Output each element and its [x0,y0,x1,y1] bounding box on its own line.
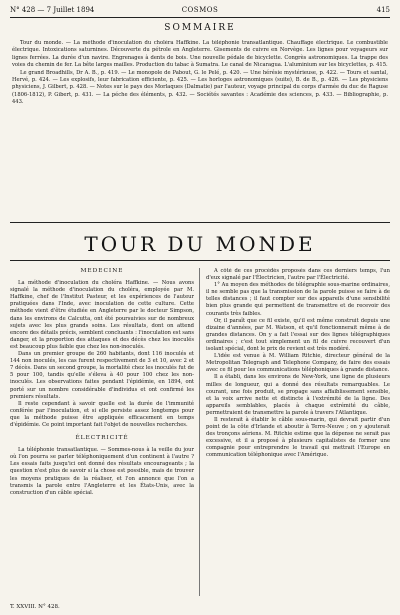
journal-name: COSMOS [181,6,219,14]
left-column [10,268,194,596]
main-title: TOUR DU MONDE [84,232,316,256]
section-rule-bottom [10,260,390,261]
sommaire-text [12,40,388,218]
section-heading-medecine: MÉDECINE [80,268,124,274]
article-paragraph: L'idée est venue à M. William Ritchie, directeur général de la Metropolitan Telegraph and Telephone Company, de faire des essais avec ce fil pour les communications téléphoniques à grande distance. [206,353,390,374]
article-paragraph: Il reste cependant à savoir quelle est la durée de l'immunité conférée par l'inoculation, et si elle persiste assez longtemps pour que la méthode puisse être appliquée efficacement en temps d'épidémie. Ce point important fait l'objet de nouvelles recherches. [10,400,194,428]
article-paragraph: 1° Au moyen des méthodes de télégraphie sous-marine ordinaires, il ne semble pas que la transmission de la parole puisse se faire à de telles distances ; il faut compter sur des appareils d'une sensibilité bien plus grande qui permettent de transmettre et de recevoir des courants très faibles. [206,282,390,317]
sommaire-paragraph: Le grand Broadhills, Dr A. B., p. 419. — Le monopole de Pabout, G. le Pelé, p. 420. — Une hérésie mystérieuse, p. 422. — Tours et santal, Hervé, p. 424. — Les explosifs, leur fabrication efficiente, p. 425. — Les horloges astronomiques (suite), B. de B., p. 426. — Les physiciens physiciens, J. Gilbert, p. 428. — Notes sur le pays des Morlaques (Dalmatie) par l'auteur, voyage principal du corps d'armée du duc de Raguse (1806-1812), P. Gibert, p. 431. — La péche des éléments, p. 432. — Sociétés savantes : Académie des sciences, p. 433. — Bibliographie, p. 443. [12,69,388,106]
issue-number: N° 428 — 7 Juillet 1894 [10,6,95,14]
article-paragraph: Dans un premier groupe de 260 habitants, dont 116 inoculés et 144 non inoculés, les cas furent respectivement de 3 et 10, avec 2 et 7 décès. Dans un second groupe, la mortalité chez les inoculés fut de 5 pour 100, tandis qu'elle s'éleva à 40 pour 100 chez les non-inoculés. Les observations faites pendant l'épidémie, en 1894, ont porté sur un nombre considérable d'individus et ont confirmé les premiers résultats. [10,351,194,400]
article-paragraph: Il resterait à établir le câble sous-marin, qui devrait partir d'un point de la côte d'Irlande et aboutir à Terre-Neuve ; on y ajouterait des tronçons aériens. M. Ritchie estime que la dépense ne serait pas excessive, et il a proposé à plusieurs capitalistes de former une compagnie pour entreprendre le travail qui mettrait l'Europe en communication téléphonique avec l'Amérique. [206,416,390,459]
article-paragraph: A côté de ces procédés proposés dans ces derniers temps, l'un d'eux signalé par l'Électricien, l'autre par l'Électricité. [206,268,390,282]
article-paragraph: Or, il paraît que ce fil existe, qu'il est même construit depuis une dizaine d'années, par M. Watson, et qu'il fonctionnerait même à de grandes distances. On y a fait l'essai sur des lignes télégraphiques ordinaires ; c'est tout simplement un fil de cuivre recouvert d'un isolant spécial, dont le prix de revient est très modéré. [206,317,390,353]
signature-mark: T. XXVIII. N° 428. [10,604,60,610]
article-paragraph: La méthode d'inoculation du choléra Haffkine. — Nous avons signalé la méthode d'inoculation du choléra, employée par M. Haffkine, chef de l'Institut Pasteur, et les expériences de l'auteur pratiquées dans l'Inde, avec inoculation de cette culture. Cette méthode vient d'être étudiée en Angleterre par le docteur Simpson, dans les environs de Calcutta, ont été poursuivies sur de nombreux sujets avec les plus grands soins. Les résultats, dont on attend encore des détails précis, semblent concluants : l'inoculation est sans danger, et la proportion des attaques et des décès chez les inoculés est beaucoup plus faible que chez les non-inoculés. [10,280,194,350]
article-paragraph: Il a établi, dans les environs de New-York, une ligne de plusieurs milles de longueur, qui a donné des résultats remarquables. Le courant, une fois produit, se propage sans affaiblissement sensible, et la voix arrive nette et distincte à l'extrémité de la ligne. Des appareils semblables, placés à chaque extrémité du câble, permettraient de transmettre la parole à travers l'Atlantique. [206,374,390,416]
article-paragraph: La téléphonie transatlantique. — Sommes-nous à la veille du jour où l'on pourra se parler téléphoniquement d'un continent à l'autre ? Les essais faits jusqu'ici ont donné des résultats encourageants ; la question n'est plus de savoir si la chose est possible, mais de trouver les moyens pratiques de la réaliser, et l'on annonce que l'on a transmis la parole entre l'Angleterre et les États-Unis, avec la construction d'un câble spécial. [10,447,194,496]
sommaire-heading: SOMMAIRE [164,23,236,33]
right-column [206,268,390,596]
sommaire-paragraph: Tour du monde. — La méthode d'inoculation du choléra Haffkine. La téléphonie transatlantique. Chauffage électrique. Le combustible électrique. Intoxications saturnines. Découverte du pétrole en Angleterre. Gisements de cuivre en Norvège. Les lignes pour voyageurs sur lignes ferrées. La durée d'un navire. Engrenages à dents de bois. Une nouvelle pédale de bicyclette. Congrès astronomiques. La trappe des voies du chemin de fer. La bête larges mailles. Production du tabac à Sumatra. Le canal de Nicaragua. L'aluminium sur les bicyclettes, p. 415. [12,40,388,69]
column-divider [199,268,200,596]
running-head [10,4,390,16]
section-heading-electricite: ÉLECTRICITÉ [75,435,129,442]
header-rule [10,17,390,18]
section-rule-top [10,222,390,223]
page-number: 415 [376,6,390,14]
